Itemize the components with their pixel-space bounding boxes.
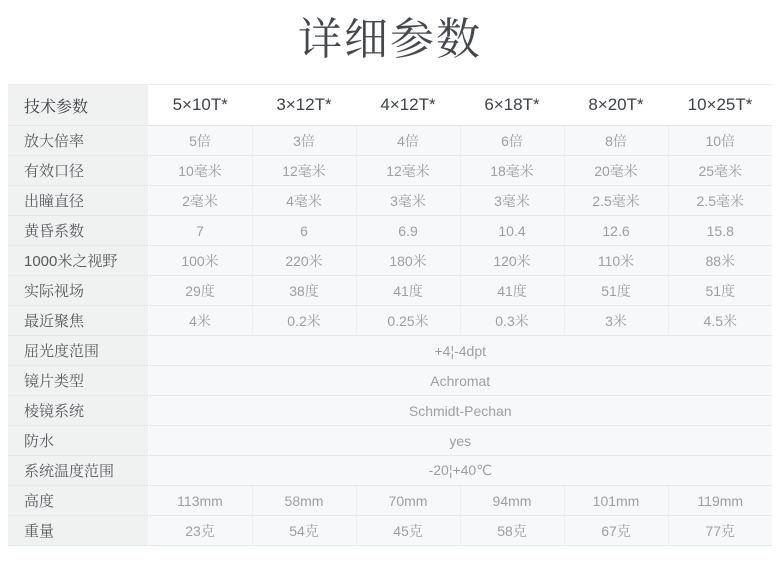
- table-row: [8, 126, 772, 156]
- cell-value: 51度: [668, 276, 772, 306]
- table-row: [8, 156, 772, 186]
- row-span-value: Achromat: [148, 366, 772, 396]
- page-title: 详细参数: [298, 15, 482, 64]
- column-header-model: 6×18T*: [460, 85, 564, 126]
- spec-table: [8, 84, 772, 546]
- cell-value: 101mm: [564, 486, 668, 516]
- cell-value: 2.5毫米: [564, 186, 668, 216]
- cell-value: 23克: [148, 516, 252, 546]
- cell-value: 8倍: [564, 126, 668, 156]
- cell-value: 70mm: [356, 486, 460, 516]
- row-label: 系统温度范围: [8, 456, 148, 486]
- table-row: [8, 516, 772, 546]
- cell-value: 38度: [252, 276, 356, 306]
- table-row: [8, 456, 772, 486]
- cell-value: 6.9: [356, 216, 460, 246]
- cell-value: 6倍: [460, 126, 564, 156]
- column-header-parameters: 技术参数: [8, 85, 148, 126]
- cell-value: 10.4: [460, 216, 564, 246]
- column-header-model: 3×12T*: [252, 85, 356, 126]
- row-label: 镜片类型: [8, 366, 148, 396]
- cell-value: 3毫米: [356, 186, 460, 216]
- cell-value: 12.6: [564, 216, 668, 246]
- column-header-model: 8×20T*: [564, 85, 668, 126]
- row-label: 屈光度范围: [8, 336, 148, 366]
- column-header-model: 4×12T*: [356, 85, 460, 126]
- row-label: 有效口径: [8, 156, 148, 186]
- row-label: 1000米之视野: [8, 246, 148, 276]
- cell-value: 12毫米: [356, 156, 460, 186]
- row-span-value: +4¦-4dpt: [148, 336, 772, 366]
- cell-value: 2.5毫米: [668, 186, 772, 216]
- row-span-value: -20¦+40℃: [148, 456, 772, 486]
- cell-value: 119mm: [668, 486, 772, 516]
- cell-value: 3倍: [252, 126, 356, 156]
- cell-value: 41度: [460, 276, 564, 306]
- column-header-model: 10×25T*: [668, 85, 772, 126]
- row-label: 棱镜系统: [8, 396, 148, 426]
- cell-value: 3米: [564, 306, 668, 336]
- row-label: 实际视场: [8, 276, 148, 306]
- cell-value: 45克: [356, 516, 460, 546]
- cell-value: 88米: [668, 246, 772, 276]
- cell-value: 4.5米: [668, 306, 772, 336]
- cell-value: 0.2米: [252, 306, 356, 336]
- cell-value: 58mm: [252, 486, 356, 516]
- cell-value: 51度: [564, 276, 668, 306]
- cell-value: 20毫米: [564, 156, 668, 186]
- cell-value: 29度: [148, 276, 252, 306]
- cell-value: 54克: [252, 516, 356, 546]
- row-span-value: yes: [148, 426, 772, 456]
- table-row: [8, 426, 772, 456]
- table-header-row: [8, 85, 772, 126]
- table-row: [8, 336, 772, 366]
- cell-value: 7: [148, 216, 252, 246]
- cell-value: 41度: [356, 276, 460, 306]
- cell-value: 2毫米: [148, 186, 252, 216]
- row-span-value: Schmidt-Pechan: [148, 396, 772, 426]
- row-label: 放大倍率: [8, 126, 148, 156]
- cell-value: 58克: [460, 516, 564, 546]
- table-row: [8, 186, 772, 216]
- cell-value: 0.25米: [356, 306, 460, 336]
- cell-value: 77克: [668, 516, 772, 546]
- cell-value: 113mm: [148, 486, 252, 516]
- cell-value: 94mm: [460, 486, 564, 516]
- cell-value: 12毫米: [252, 156, 356, 186]
- cell-value: 18毫米: [460, 156, 564, 186]
- table-body: [8, 126, 772, 546]
- cell-value: 0.3米: [460, 306, 564, 336]
- cell-value: 5倍: [148, 126, 252, 156]
- cell-value: 6: [252, 216, 356, 246]
- row-label: 黄昏系数: [8, 216, 148, 246]
- column-header-model: 5×10T*: [148, 85, 252, 126]
- table-row: [8, 306, 772, 336]
- cell-value: 3毫米: [460, 186, 564, 216]
- row-label: 防水: [8, 426, 148, 456]
- cell-value: 10倍: [668, 126, 772, 156]
- cell-value: 67克: [564, 516, 668, 546]
- cell-value: 100米: [148, 246, 252, 276]
- cell-value: 15.8: [668, 216, 772, 246]
- cell-value: 10毫米: [148, 156, 252, 186]
- table-row: [8, 486, 772, 516]
- table-row: [8, 216, 772, 246]
- cell-value: 180米: [356, 246, 460, 276]
- table-row: [8, 246, 772, 276]
- cell-value: 220米: [252, 246, 356, 276]
- cell-value: 4毫米: [252, 186, 356, 216]
- cell-value: 120米: [460, 246, 564, 276]
- row-label: 出瞳直径: [8, 186, 148, 216]
- cell-value: 25毫米: [668, 156, 772, 186]
- table-row: [8, 366, 772, 396]
- cell-value: 4米: [148, 306, 252, 336]
- cell-value: 4倍: [356, 126, 460, 156]
- row-label: 高度: [8, 486, 148, 516]
- table-row: [8, 276, 772, 306]
- row-label: 最近聚焦: [8, 306, 148, 336]
- table-row: [8, 396, 772, 426]
- row-label: 重量: [8, 516, 148, 546]
- cell-value: 110米: [564, 246, 668, 276]
